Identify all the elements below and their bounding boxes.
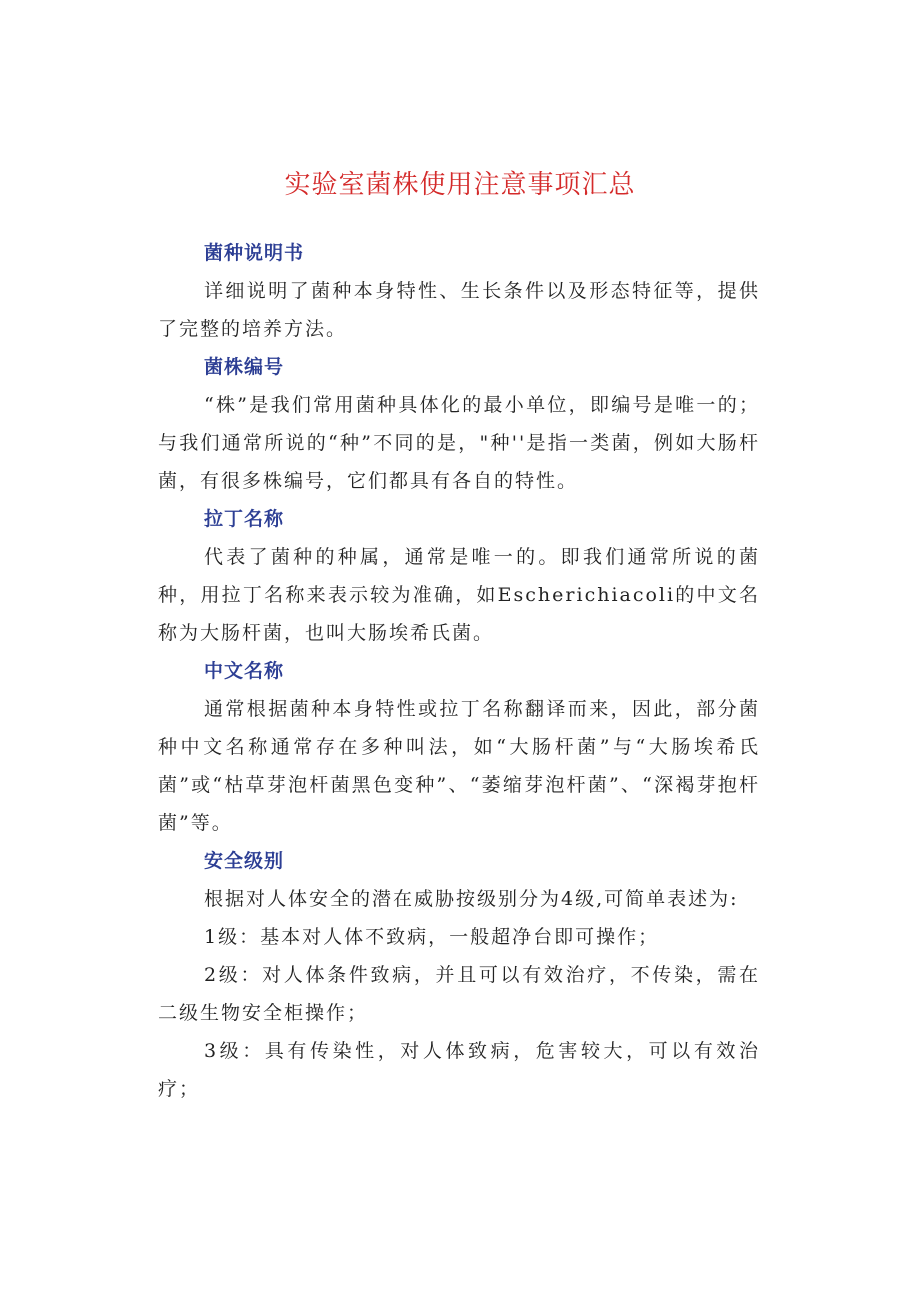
section-heading: 拉丁名称 [204, 508, 285, 530]
section-paragraph: 1级：基本对人体不致病，一般超净台即可操作； [204, 926, 660, 948]
section-paragraph: 详细说明了菌种本身特性、生长条件以及形态特征等，提供了完整的培养方法。 [158, 280, 760, 340]
section-paragraph: 3级：具有传染性，对人体致病，危害较大，可以有效治疗； [158, 1040, 760, 1100]
section-latin-name [158, 500, 760, 652]
section-safety-level [158, 842, 760, 1108]
section-paragraph: “株”是我们常用菌种具体化的最小单位，即编号是唯一的；与我们通常所说的“种”不同的是，"种''是指一类菌，例如大肠杆菌，有很多株编号，它们都具有各自的特性。 [158, 394, 760, 492]
section-heading: 安全级别 [204, 850, 285, 872]
section-heading: 中文名称 [204, 660, 285, 682]
section-strain-manual [158, 234, 760, 348]
document-title: 实验室菌株使用注意事项汇总 [284, 170, 636, 200]
document-body [158, 234, 760, 1108]
section-paragraph: 2级：对人体条件致病，并且可以有效治疗，不传染，需在二级生物安全柜操作； [158, 964, 760, 1024]
section-paragraph: 通常根据菌种本身特性或拉丁名称翻译而来，因此，部分菌种中文名称通常存在多种叫法，如“大肠杆菌”与“大肠埃希氏菌”或“枯草芽泡杆菌黑色变种”、“萎缩芽泡杆菌”、“深褐芽抱杆菌”等。 [158, 698, 760, 834]
section-chinese-name [158, 652, 760, 842]
section-paragraph: 代表了菌种的种属，通常是唯一的。即我们通常所说的菌种，用拉丁名称来表示较为准确，如Escherichiacoli的中文名称为大肠杆菌，也叫大肠埃希氏菌。 [158, 546, 760, 644]
section-heading: 菌株编号 [204, 356, 285, 378]
section-strain-number [158, 348, 760, 500]
section-heading: 菌种说明书 [204, 242, 305, 264]
section-paragraph: 根据对人体安全的潜在威胁按级别分为4级,可简单表述为: [204, 888, 739, 910]
